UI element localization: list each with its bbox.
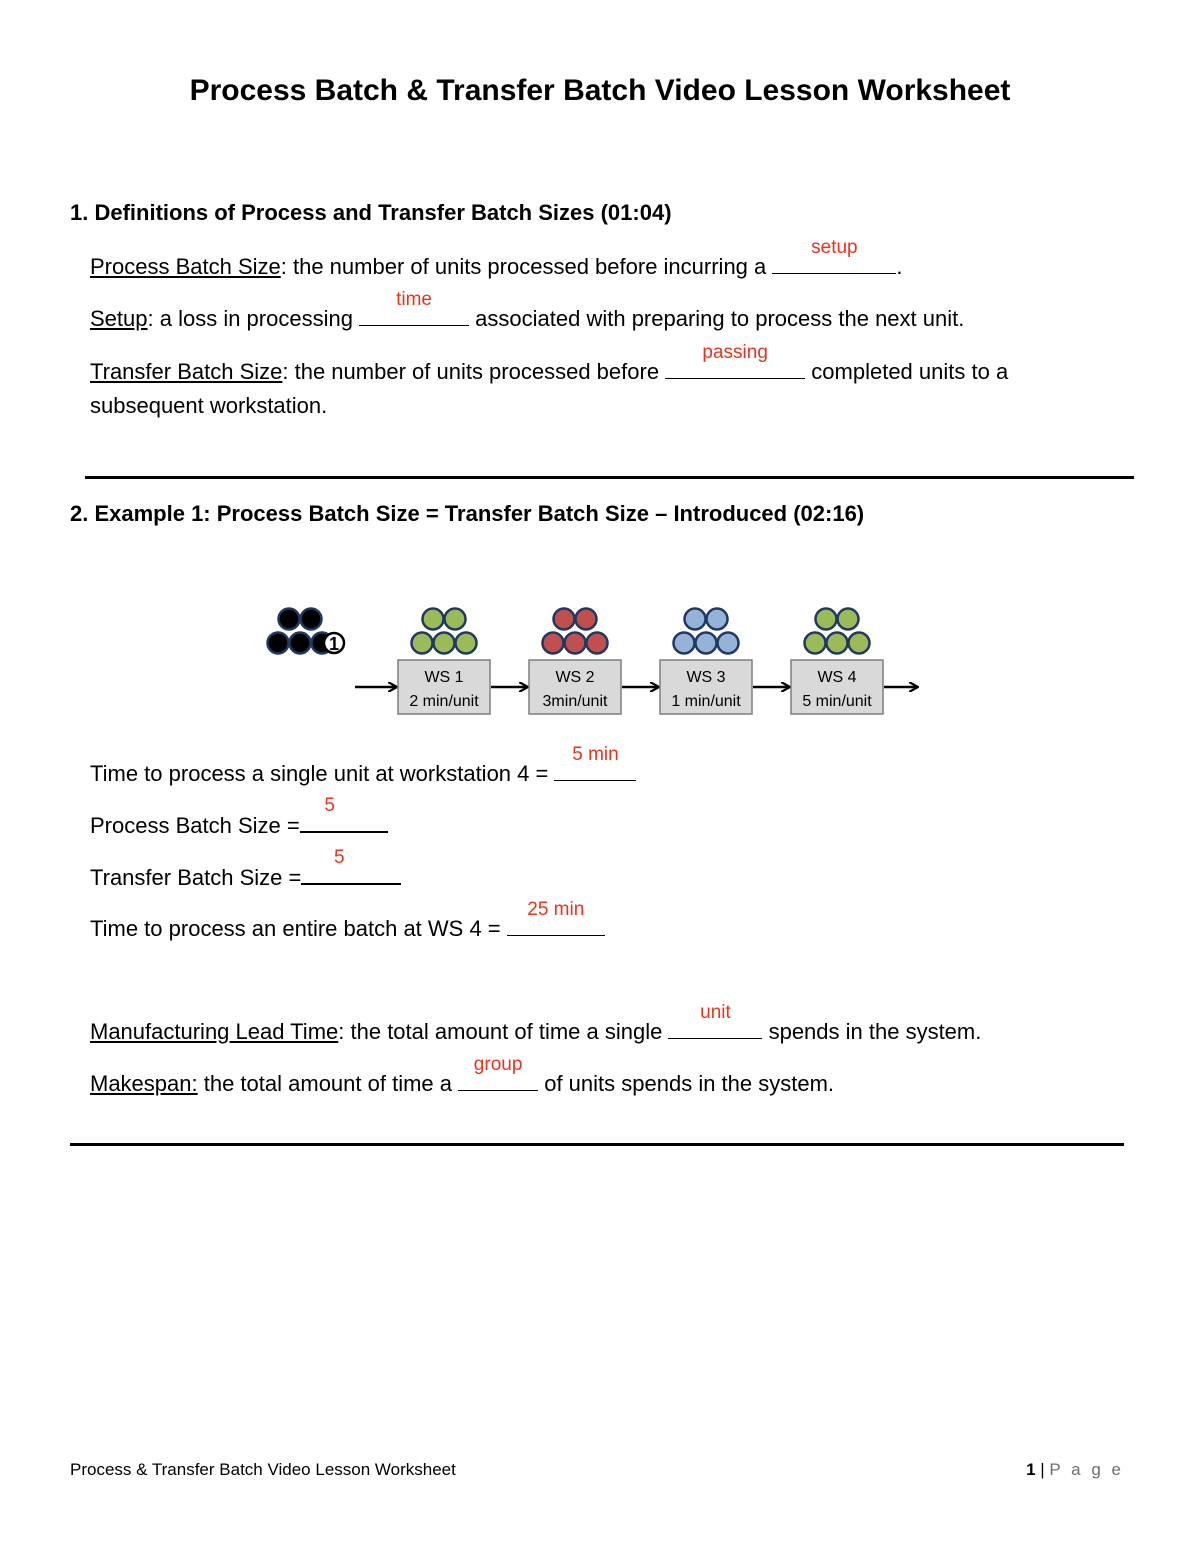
ws2-batch-unit-circle (587, 633, 608, 654)
term-setup: Setup (90, 306, 148, 331)
answer-blank (772, 237, 896, 274)
ws1-batch-unit-circle (434, 633, 455, 654)
workstation-rate: 3min/unit (542, 693, 608, 710)
ws4-batch-unit-circle (816, 609, 837, 630)
term-manufacturing-lead-time: Manufacturing Lead Time (90, 1019, 339, 1044)
ws2-batch-unit-circle (576, 609, 597, 630)
answer-blank (554, 744, 636, 781)
ws4-batch-unit-circle (827, 633, 848, 654)
definition-transfer-batch-size-line2: subsequent workstation. (90, 393, 328, 418)
incoming-batch-unit-circle (290, 633, 311, 654)
question-transfer-batch-size: Transfer Batch Size = 5 (90, 861, 401, 891)
answer-blank (300, 795, 388, 833)
section1-heading: 1. Definitions of Process and Transfer Batch Sizes (01:04) (70, 200, 672, 225)
answer-blank (507, 899, 605, 936)
answer-unit: unit (700, 1002, 731, 1023)
answer-process-batch: 5 (324, 795, 335, 816)
ws2-batch-unit-circle (543, 633, 564, 654)
definition-makespan: Makespan: the total amount of time a group of units spends in the system. (90, 1054, 835, 1096)
ws3-batch-unit-circle (685, 609, 706, 630)
answer-blank (665, 342, 805, 379)
definition-transfer-batch-size: Transfer Batch Size: the number of units processed before passing completed units to a (90, 342, 1009, 384)
answer-passing: passing (702, 342, 768, 363)
ws4-batch-unit-circle (849, 633, 870, 654)
answer-blank (359, 289, 469, 326)
workstation-name: WS 2 (555, 669, 595, 686)
workstation-rate: 1 min/unit (671, 693, 741, 710)
ws1-batch-unit-circle (423, 609, 444, 630)
incoming-batch-unit-circle (279, 609, 300, 630)
footer-title: Process & Transfer Batch Video Lesson Worksheet (70, 1460, 456, 1479)
answer-5-min: 5 min (572, 744, 619, 765)
ws3-batch-unit-circle (674, 633, 695, 654)
ws1-batch-unit-circle (412, 633, 433, 654)
question-entire-batch-time: Time to process an entire batch at WS 4 = 25 min (90, 913, 605, 942)
workstation-name: WS 1 (424, 669, 464, 686)
answer-blank (668, 1002, 762, 1039)
answer-blank (458, 1054, 538, 1091)
ws3-batch-unit-circle (707, 609, 728, 630)
ws4-batch-unit-circle (805, 633, 826, 654)
section2-heading: 2. Example 1: Process Batch Size = Transfer Batch Size – Introduced (02:16) (70, 501, 865, 526)
answer-group: group (473, 1054, 523, 1075)
workstation-name: WS 4 (817, 669, 857, 686)
ws4-batch-unit-circle (838, 609, 859, 630)
term-process-batch-size: Process Batch Size (90, 254, 281, 279)
definition-manufacturing-lead-time: Manufacturing Lead Time: the total amount of time a single unit spends in the system. (90, 1002, 982, 1044)
definition-process-batch-size: Process Batch Size: the number of units processed before incurring a setup . (90, 237, 903, 279)
answer-setup: setup (811, 237, 858, 258)
ws3-batch-unit-circle (718, 633, 739, 654)
section-divider (85, 476, 1134, 479)
workstation-rate: 5 min/unit (802, 693, 872, 710)
question-single-unit-time: Time to process a single unit at workstation 4 = 5 min (90, 758, 636, 787)
ws1-batch-unit-circle (445, 609, 466, 630)
workstation-flow-diagram (0, 590, 1200, 730)
footer-page-indicator: 1 | P a g e (1026, 1460, 1124, 1479)
incoming-batch-unit-circle (301, 609, 322, 630)
section-divider (70, 1143, 1124, 1146)
workstation-rate: 2 min/unit (409, 693, 479, 710)
answer-blank (301, 847, 401, 885)
answer-25-min: 25 min (527, 899, 585, 920)
answer-transfer-batch: 5 (334, 847, 345, 868)
ws3-batch-unit-circle (696, 633, 717, 654)
question-process-batch-size: Process Batch Size = 5 (90, 809, 388, 839)
page-number: 1 (1026, 1460, 1036, 1479)
ws2-batch-unit-circle (554, 609, 575, 630)
term-transfer-batch-size: Transfer Batch Size (90, 359, 283, 384)
answer-time: time (396, 289, 433, 310)
page-label: P a g e (1049, 1460, 1124, 1479)
incoming-batch-unit-circle (268, 633, 289, 654)
current-unit-label: 1 (328, 634, 340, 654)
term-makespan: Makespan: (90, 1071, 198, 1096)
definition-setup: Setup: a loss in processing time associated with preparing to process the next unit. (90, 289, 965, 331)
page-title: Process Batch & Transfer Batch Video Lesson Worksheet (189, 74, 1011, 107)
ws1-batch-unit-circle (456, 633, 477, 654)
workstation-name: WS 3 (686, 669, 726, 686)
ws2-batch-unit-circle (565, 633, 586, 654)
